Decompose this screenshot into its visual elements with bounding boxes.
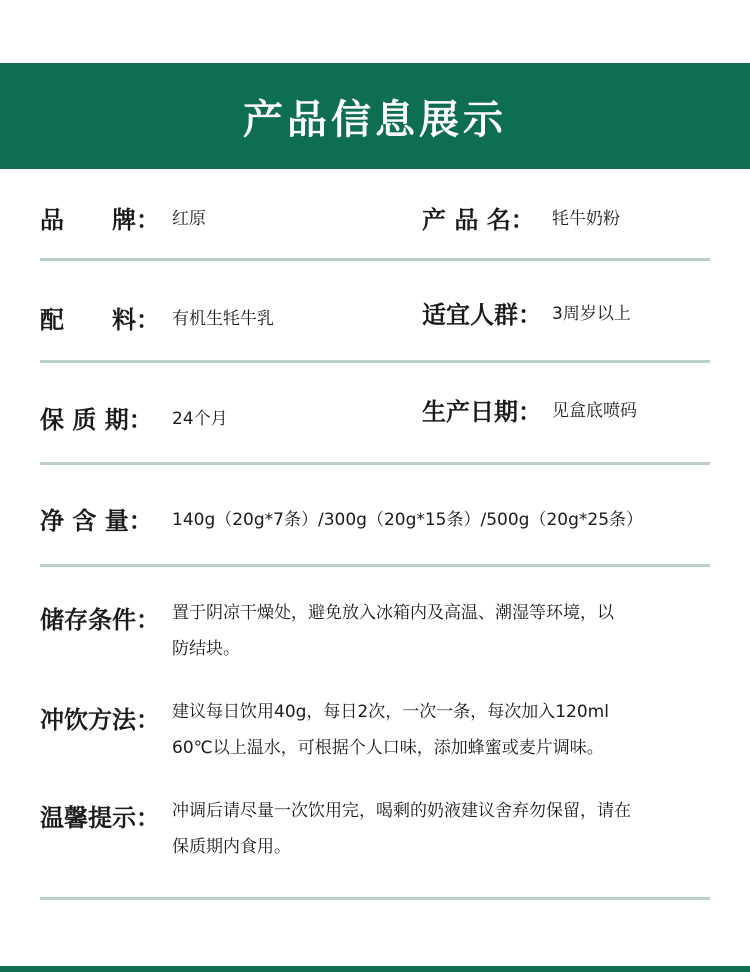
page-title: 产品信息展示 [243, 96, 507, 143]
net-content-value: 140g（20g*7条）/300g（20g*15条）/500g（20g*25条） [172, 510, 644, 530]
shelf-life-label: 保 质 期： [40, 406, 153, 434]
production-date-label: 生产日期： [422, 398, 542, 426]
divider [40, 360, 710, 363]
production-date-value: 见盒底喷码 [552, 401, 637, 421]
divider [40, 564, 710, 567]
product-name-value: 牦牛奶粉 [552, 209, 620, 229]
shelf-life-value: 24个月 [172, 409, 228, 429]
audience-value: 3周岁以上 [552, 304, 631, 324]
storage-text [172, 595, 672, 667]
preparation-text [172, 694, 672, 766]
storage-label: 储存条件： [40, 606, 160, 634]
preparation-line: 建议每日饮用40g，每日2次，一次一条，每次加入120ml [172, 702, 609, 722]
divider [40, 462, 710, 465]
brand-value: 红原 [172, 209, 206, 229]
net-content-label: 净 含 量： [40, 507, 153, 535]
preparation-line: 60℃以上温水，可根据个人口味，添加蜂蜜或麦片调味。 [172, 738, 604, 758]
product-name-label: 产 品 名： [422, 206, 535, 234]
ingredients-value: 有机生牦牛乳 [172, 309, 274, 329]
divider [40, 258, 710, 261]
tips-label: 温馨提示： [40, 804, 160, 832]
footer-band [0, 966, 750, 972]
tips-line: 保质期内食用。 [172, 837, 291, 857]
preparation-label: 冲饮方法： [40, 706, 160, 734]
header-band [0, 63, 750, 169]
storage-line: 防结块。 [172, 639, 240, 659]
divider [40, 897, 710, 900]
audience-label: 适宜人群： [422, 301, 542, 329]
brand-label: 品 牌： [40, 206, 160, 234]
storage-line: 置于阴凉干燥处，避免放入冰箱内及高温、潮湿等环境，以 [172, 603, 614, 623]
tips-text [172, 793, 672, 865]
tips-line: 冲调后请尽量一次饮用完，喝剩的奶液建议舍弃勿保留，请在 [172, 801, 631, 821]
ingredients-label: 配 料： [40, 306, 160, 334]
